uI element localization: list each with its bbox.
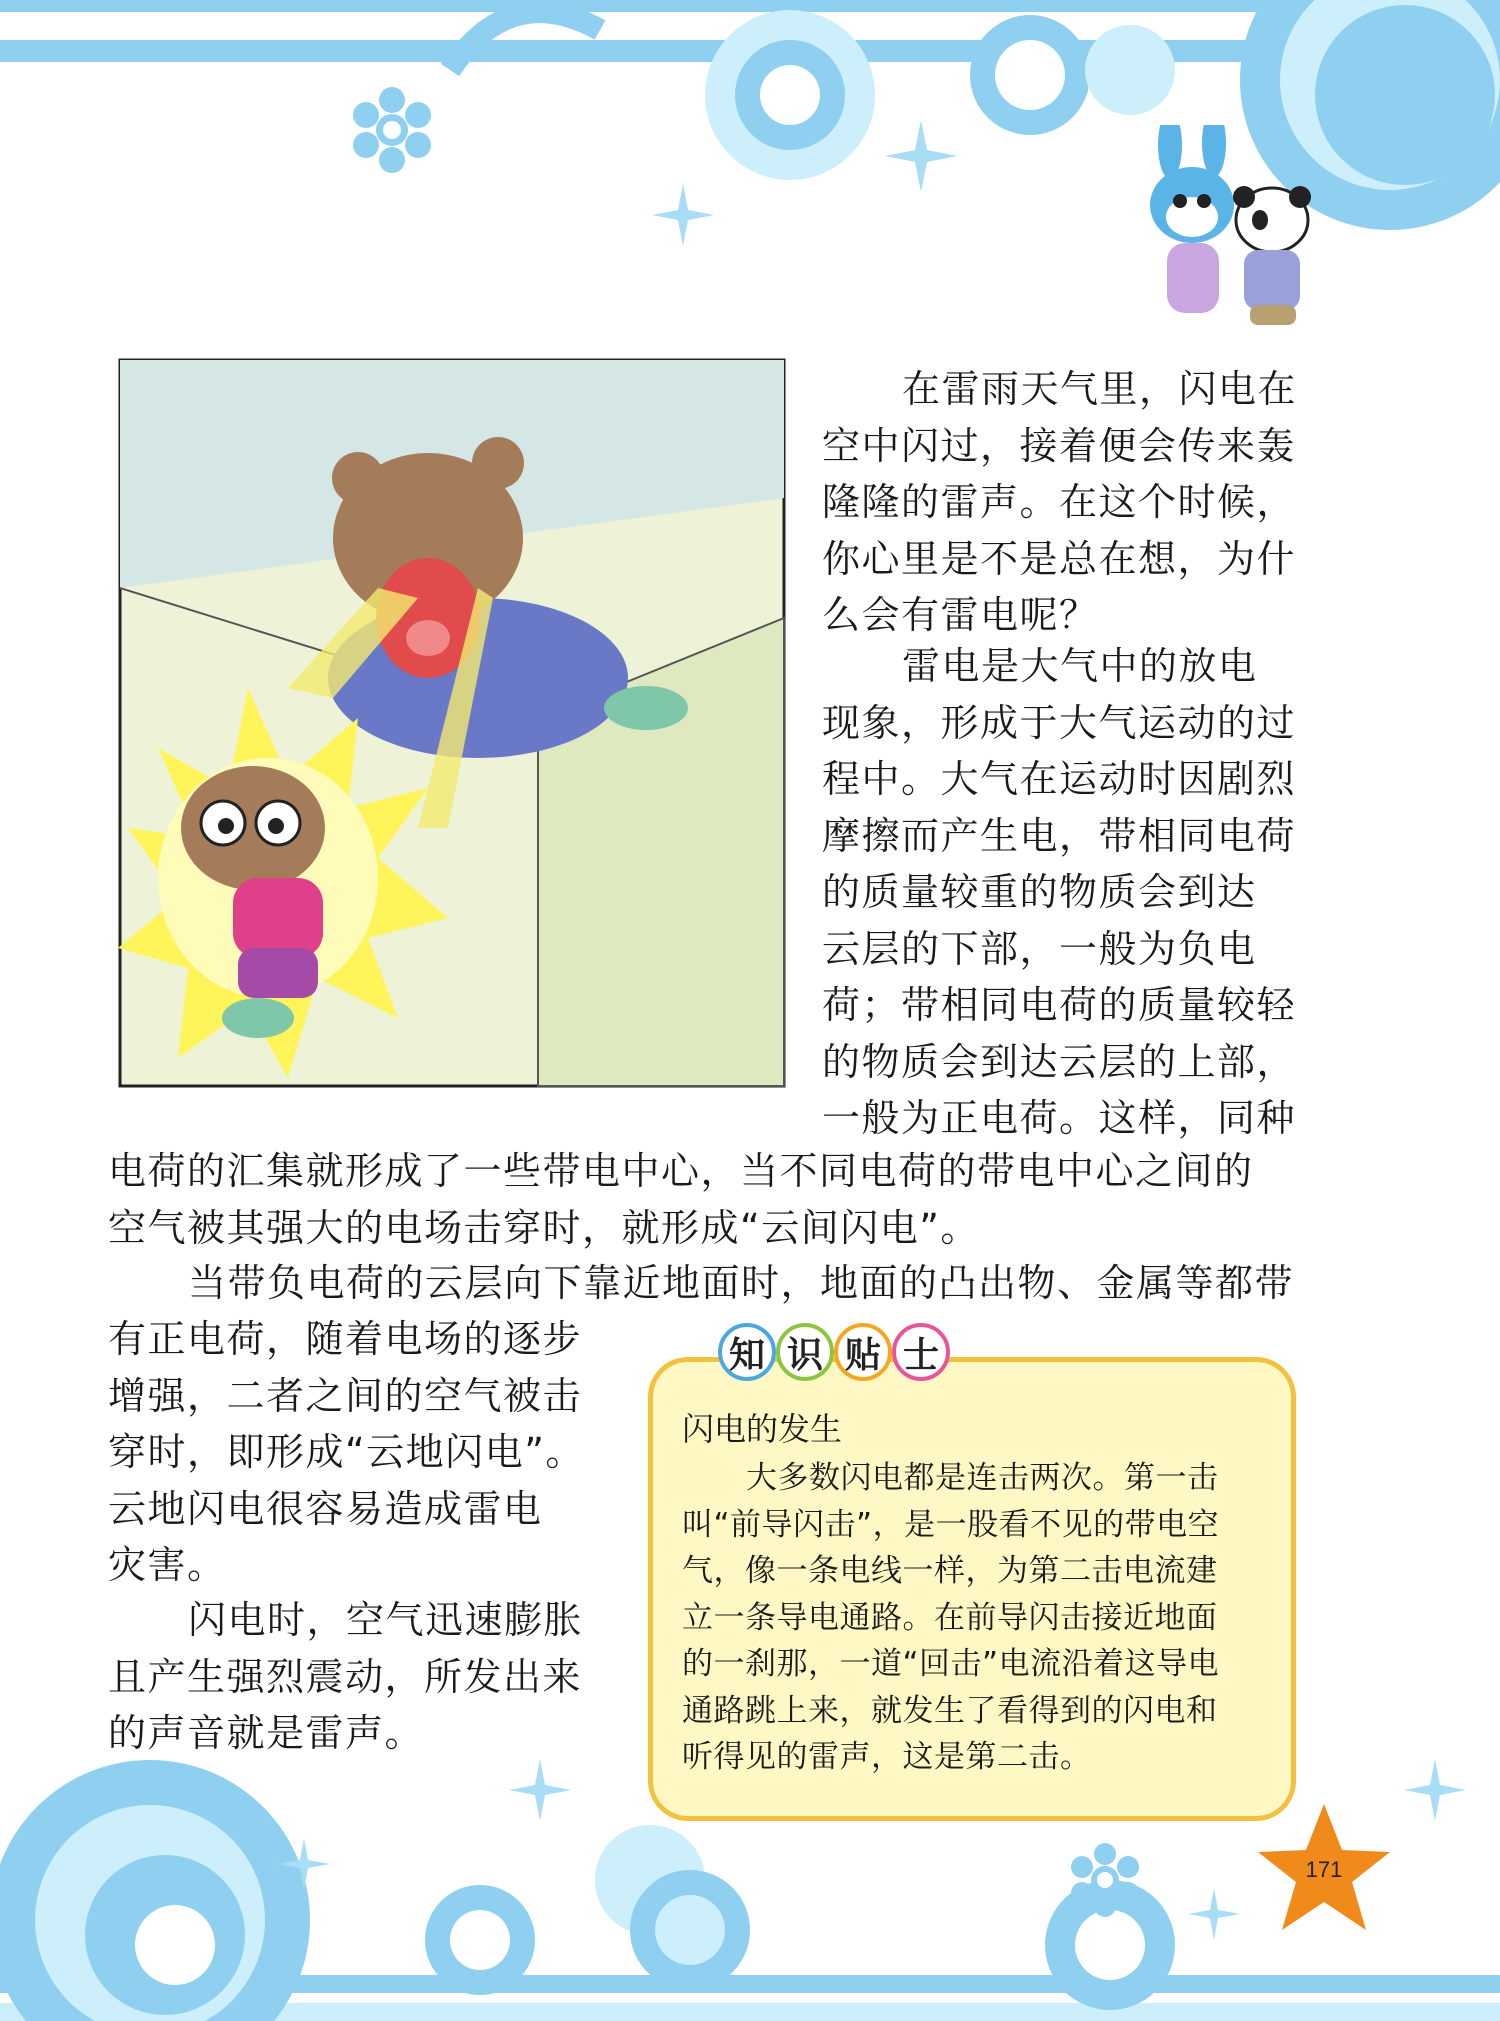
text-line: 增强，二者之间的空气被击 <box>108 1373 583 1418</box>
mascot-illustration <box>1122 125 1342 340</box>
thunder-paragraph <box>108 1592 588 1762</box>
text-line: 空气被其强大的电场击穿时，就形成“云间闪电”。 <box>108 1205 980 1250</box>
text-line: 的一刹那，一道“回击”电流沿着这导电 <box>682 1646 1220 1682</box>
cause-paragraph <box>822 638 1302 1147</box>
tip-badge: 知 <box>718 1323 776 1381</box>
text-line: 隆隆的雷声。在这个时候， <box>822 480 1297 524</box>
text-line: 你心里是不是总在想，为什 <box>822 536 1297 581</box>
text-line: 通路跳上来，就发生了看得到的闪电和 <box>682 1692 1218 1729</box>
text-line: 现象，形成于大气运动的过 <box>822 700 1297 745</box>
ground-lightning-paragraph <box>108 1255 1303 1312</box>
text-line: 闪电时，空气迅速膨胀 <box>188 1598 584 1642</box>
cloud-lightning-paragraph <box>108 1143 1303 1256</box>
text-line: 荷；带相同电荷的质量较轻 <box>822 983 1297 1027</box>
tip-body <box>682 1455 1272 1781</box>
text-line: 当带负电荷的云层向下靠近地面时，地面的凸出物、金属等都带 <box>188 1261 1295 1305</box>
text-line: 穿时，即形成“云地闪电”。 <box>108 1430 585 1474</box>
text-line: 大多数闪电都是连击两次。第一击 <box>746 1460 1219 1496</box>
text-line: 灾害。 <box>108 1543 227 1587</box>
text-line: 气，像一条电线一样，为第二击电流建 <box>682 1553 1218 1589</box>
tip-badge: 识 <box>776 1323 834 1381</box>
comic-illustration <box>118 358 786 1088</box>
text-line: 且产生强烈震动，所发出来 <box>108 1654 583 1699</box>
text-line: 一般为正电荷。这样，同种 <box>822 1096 1297 1140</box>
tip-title: 闪电的发生 <box>682 1410 843 1448</box>
text-line: 程中。大气在运动时因剧烈 <box>822 757 1297 801</box>
text-line: 的物质会到达云层的上部， <box>822 1039 1297 1084</box>
text-line: 雷电是大气中的放电 <box>902 644 1258 688</box>
text-line: 摩擦而产生电，带相同电荷 <box>822 813 1297 858</box>
text-line: 的声音就是雷声。 <box>108 1711 425 1755</box>
text-line: 么会有雷电呢？ <box>822 593 1099 637</box>
text-line: 在雷雨天气里，闪电在 <box>902 367 1298 411</box>
text-line: 叫“前导闪击”，是一股看不见的带电空 <box>682 1506 1220 1543</box>
text-line: 的质量较重的物质会到达 <box>822 870 1257 914</box>
text-line: 云地闪电很容易造成雷电 <box>108 1486 543 1531</box>
page-number: 171 <box>1305 1857 1343 1882</box>
text-line: 云层的下部，一般为负电 <box>822 926 1257 971</box>
ground-lightning-continued <box>108 1311 588 1594</box>
intro-paragraph <box>822 361 1302 644</box>
text-line: 立一条导电通路。在前导闪击接近地面 <box>682 1599 1218 1636</box>
text-line: 有正电荷，随着电场的逐步 <box>108 1317 583 1361</box>
tip-badge: 贴 <box>834 1323 892 1381</box>
text-line: 电荷的汇集就形成了一些带电中心，当不同电荷的带电中心之间的 <box>108 1149 1254 1193</box>
tip-badge: 士 <box>892 1323 950 1381</box>
text-line: 听得见的雷声，这是第二击。 <box>682 1739 1092 1775</box>
text-line: 空中闪过，接着便会传来轰 <box>822 423 1297 468</box>
